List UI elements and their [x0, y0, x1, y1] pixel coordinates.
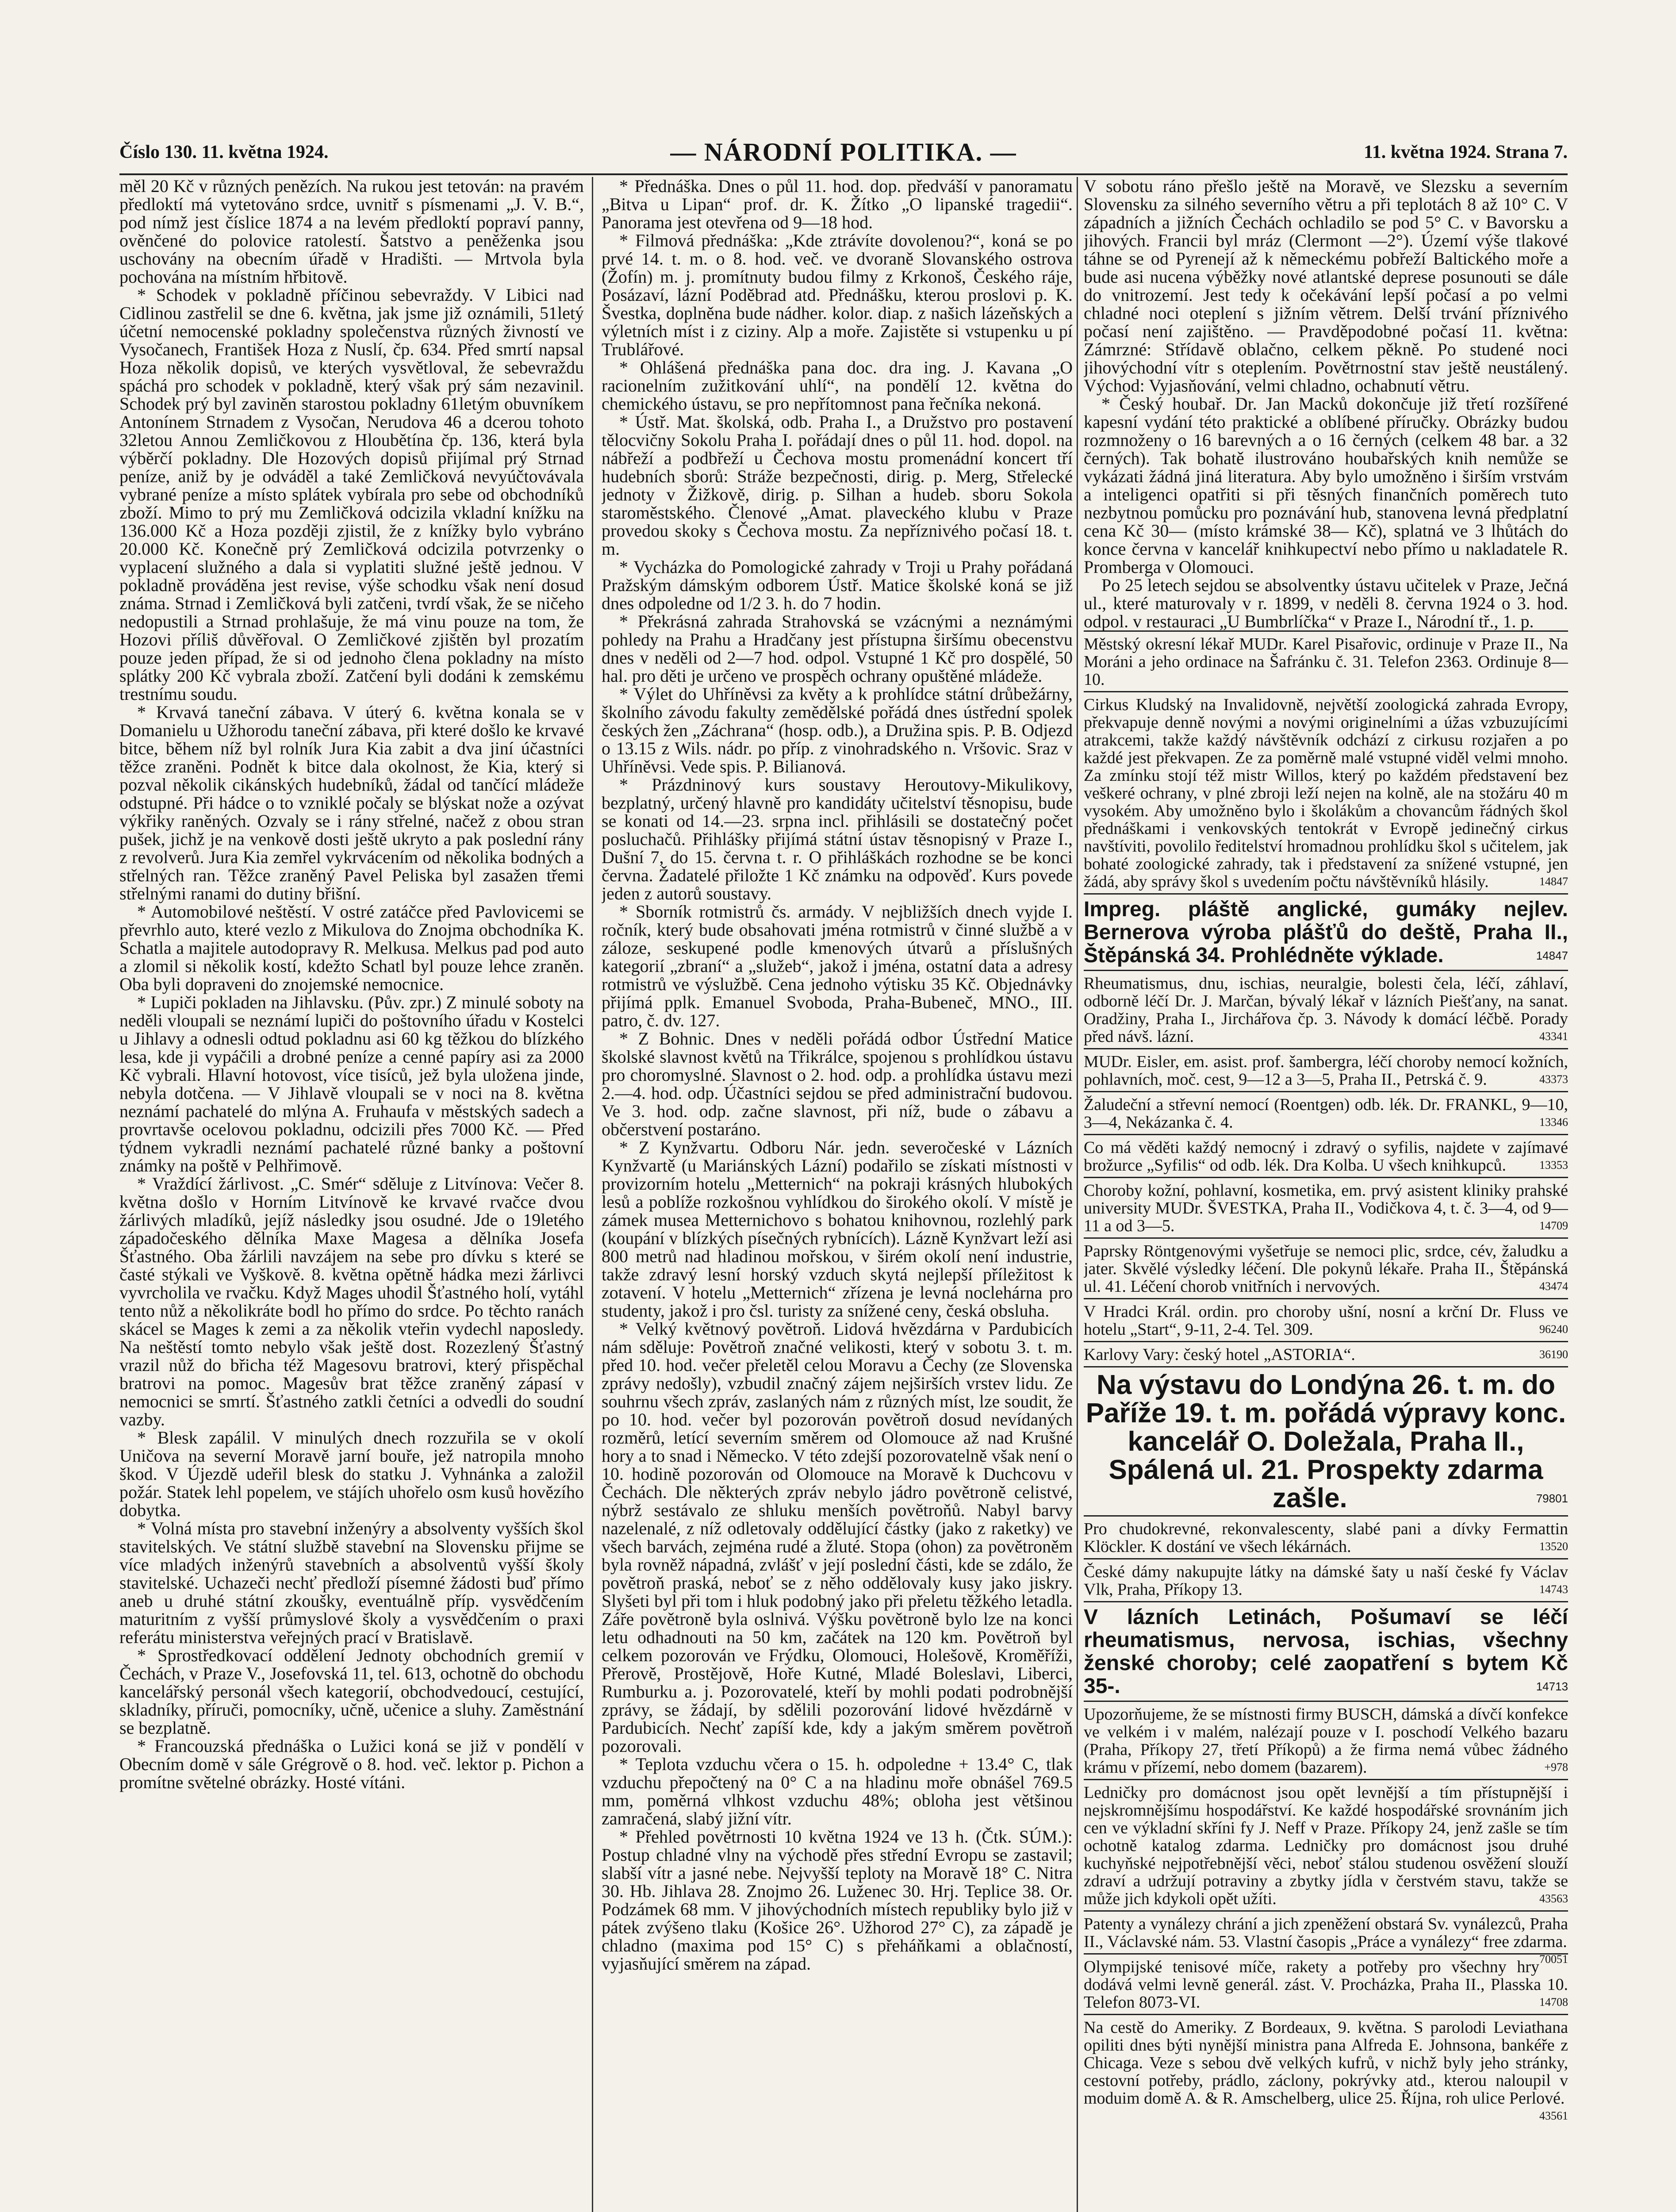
ad-rheumatism: Rheumatismus, dnu, ischias, neuralgie, bolesti čela, léčí, záhlaví, odborně léčí Dr. J. Marčan, bývalý lékař v lázních Piešťany, na sanat. Oradžiny, Praha I., Jirchářova čp. 3. Návody k domácí léčbě. Porady před návš. lázní. 43341 [1084, 970, 1568, 1048]
ad-vaclav-vlk: České dámy nakupujte látky na dámské šaty u naší české fy Václav Vlk, Praha, Příkopy 13. 14743 [1084, 1558, 1568, 1601]
article-paragraph: * Ústř. Mat. školská, odb. Praha I., a Družstvo pro postavení tělocvičny Sokolu Praha I. pořádají dnes o půl 11. hod. dopol. na nábřeží a podbřeží u Čechova mostu promenádní koncert tří hudebních sborů: Stráže bezpečnosti, dirig. p. Merg, Střelecké jednoty v Žižkově, dirig. p. Silhan a hudeb. sboru Sokola staroměstského. Členové „Amat. plaveckého klubu v Praze provedou skoky s Čechova mostu. Za nepříznivého počasí 18. t. m. [602, 412, 1073, 559]
article-paragraph: * Schodek v pokladně příčinou sebevraždy. V Libici nad Cidlinou zastřelil se dne 6. května, jak jsme již oznámili, 51letý účetní nemocenské pokladny společenstva různých živností ve Vysočanech, František Hoza z Nuslí, čp. 634. Před smrtí napsal Hoza několik dopisů, ve kterých vysvětloval, že sebevraždu spáchá pro schodek v pokladně, který však prý sám nezavinil. Schodek prý byl zaviněn starostou pokladny 61letým obuvníkem Antonínem Strnadem z Vysočan, Nerudova 46 a dcerou tohoto 32letou Annou Zemličkovou z Hloubětína čp. 136, která byla výběrčí pokladny. Dle Hozových dopisů přijímal prý Strnad peníze, aniž by je odváděl a také Zemličková nevyúčtovávala vybrané peníze a místo splátek vybírala pro sebe od obchodníků zboží. Mimo to prý mu Zemličková odcizila vkladní knížku na 136.000 Kč a Hoza později zjistil, že z knížky bylo vybráno 20.000 Kč. Konečně prý Zemličková odcizila potvrzenky o vyplacení služného a dala si vyplatiti služné ještě jednou. V pokladně prováděna jest revise, výše schodku však není dosud známa. Strnad i Zemličková byli zatčeni, tvrdí však, že se ničeho nedopustili a Strnad prohlašuje, že má vinu pouze na tom, že Hozovi příliš důvěřoval. O Zemličkové zjištěn byl prozatím pouze jeden případ, že si od jednoho člena pokladny na místo splátky 200 Kč vybrala zboží. Zatčení byli dodáni k zemskému trestnímu soudu. [119, 285, 584, 704]
column-3 [1084, 177, 1568, 2212]
ad-letiny-spa: V lázních Letinách, Pošumaví se léčí rheumatismus, nervosa, ischias, všechny ženské choroby; celé zaopatření s bytem Kč 35-. 14713 [1084, 1601, 1568, 1701]
ad-syfilis-brochure: Co má věděti každý nemocný i zdravý o syfilis, najdete v zajímavé brožurce „Syfilis“ od odb. lék. Dra Kolba. U všech knihkupců. 13353 [1084, 1134, 1568, 1177]
article-paragraph: * Prázdninový kurs soustavy Heroutovy-Mikulikovy, bezplatný, určený hlavně pro kandidáty učitelství těsnopisu, bude se konati od 14.—23. srpna incl. přihlásili se dostatečný počet posluchačů. Přihlášky přijímá státní ústav těsnopisný v Praze I., Dušní 7, do 15. června t. r. O přihláškách rozhodne se be konci června. Žadatelé přiložte 1 Kč známku na odpověď. Kurs povede jeden z autorů soustavy. [602, 775, 1073, 903]
article-paragraph: * Přednáška. Dnes o půl 11. hod. dop. předváší v panoramatu „Bitva u Lipan“ prof. dr. K. Žítko „O lipanské tragedii“. Panorama jest otevřena od 9—18 hod. [602, 177, 1073, 232]
ad-roentgen-rays: Paprsky Röntgenovými vyšetřuje se nemoci plic, srdce, cév, žaludku a jater. Skvělé výsledky léčení. Dle pokynů lékaře. Praha II., Štěpánská ul. 41. Léčení chorob vnitřních i nervových. 43474 [1084, 1237, 1568, 1298]
article-paragraph: * Lupiči pokladen na Jihlavsku. (Pův. zpr.) Z minulé soboty na neděli vloupali se neznámí lupiči do poštovního úřadu v Kostelci u Jihlavy a odnesli odtud pokladnu asi 60 kg těžkou do blízkého lesa, kde ji vypáčili a drobné peníze a cenné papíry asi za 2000 Kč vybrali. Hlavní hotovost, více tisíců, jež byla uložena jinde, nebyla dotčena. — V Jihlavě vloupali se v noci na 8. května neznámí pachatelé do mlýna A. Fruhaufa v městských sadech a provrtavše ocelovou pokladnu, odcizili přes 7000 Kč. — Před týdnem vykradli neznámí pachatelé různé banky a poštovní známky na poště v Pelhřimově. [119, 992, 584, 1175]
article-paragraph: * Sborník rotmistrů čs. armády. V nejbližších dnech vyjde I. ročník, který bude obsahovati jména rotmistrů v činné službě a v záloze, seskupené podle kmenových útvarů a příslušných kategorií „zbraní“ a „služeb“, jakož i jména, ostatní data a adresy rotmistrů ve výslužbě. Cena jednoho výtisku 35 Kč. Objednávky přijímá pplk. Emanuel Svoboda, Praha-Bubeneč, MNO., III. patro, č. dv. 127. [602, 902, 1073, 1030]
article-paragraph: * Vycházka do Pomologické zahrady v Troji u Prahy pořádaná Pražským dámským odborem Ústř. Matice školské koná se již dnes odpoledne od 1/2 3. h. do 7 hodin. [602, 557, 1073, 613]
article-paragraph: * Český houbař. Dr. Jan Macků dokončuje již třetí rozšířené kapesní vydání této praktické a oblíbené příručky. Obrázky budou rozmnoženy o 16 barevných a o 16 černých (celkem 48 bar. a 32 černých). Tak bohatě ilustrováno houbařských knih nemůže se vykázati žádná jiná literatura. Aby bylo umožněno i širším vrstvám a inteligenci opatřiti si při těsných finančních poměrech tuto nezbytnou pomůcku pro poznávání hub, stanovena levná předplatní cena Kč 30— (místo krámské 38— Kč), splatná ve 3 lhůtách do konce června v kancelář knihkupectví nebo přímo u nakladatele R. Promberga v Olomouci. [1084, 394, 1568, 577]
article-paragraph: * Blesk zapálil. V minulých dnech rozzuřila se v okolí Uničova na severní Moravě jarní bouře, jež natropila mnoho škod. V Újezdě udeřil blesk do statku J. Vyhnánka a založil požár. Statek lehl popelem, ve stájích uhořelo osm kusů hovězího dobytka. [119, 1428, 584, 1520]
article-paragraph: * Přehled povětrnosti 10 května 1924 ve 13 h. (Čtk. SÚM.): Postup chladné vlny na východě přes střední Evropu se zastavil; slabší vítr a jasné nebe. Nejvyšší teploty na Moravě 18° C. Nitra 30. Hb. Jihlava 28. Znojmo 26. Luženec 30. Hrj. Teplice 38. Or. Podzámek 68 mm. V jihovýchodních místech republiky bylo již v pátek zvýšeno tlaku (Košice 26°. Užhorod 27° C), za západě je chladno (maxima pod 15° C) s přeháňkami a oblačností, vyjasňující směrem na západ. [602, 1827, 1073, 1974]
article-paragraph: * Filmová přednáška: „Kde ztrávíte dovolenou?“, koná se po prvé 14. t. m. o 8. hod. več. ve dvoraně Slovanského ostrova (Žofín) m. j. promítnuty budou filmy z Krkonoš, Českého ráje, Posázaví, lázní Poděbrad atd. Přednášku, kterou proslovi p. K. Švestka, doplněna bude nádher. kolor. diap. z našich lázeňských a výletních míst i z ciziny. Alp a moře. Zajistěte si vstupenku u pí Trublářové. [602, 230, 1073, 359]
ad-hradec-fluss: V Hradci Král. ordin. pro choroby ušní, nosní a krční Dr. Fluss ve hotelu „Start“, 9-11, 2-4. Tel. 309. 96240 [1084, 1298, 1568, 1341]
ad-mudr-eisler: MUDr. Eisler, em. asist. prof. šambergra, léčí choroby nemocí kožních, pohlavních, moč. cest, 9—12 a 3—5, Praha II., Petrská č. 9. 43373 [1084, 1048, 1568, 1091]
ad-london-paris-trip: Na výstavu do Londýna 26. t. m. do Paříže 19. t. m. pořádá výpravy konc. kancelář O. Doležala, Praha II., Spálená ul. 21. Prospekty zdarma zašle. 79801 [1084, 1366, 1568, 1515]
column-2 [602, 177, 1073, 2212]
masthead-title: — NÁRODNÍ POLITIKA. — [670, 138, 1017, 166]
issue-number-date: Číslo 130. 11. května 1924. [119, 142, 329, 162]
article-paragraph: * Z Bohnic. Dnes v neděli pořádá odbor Ústřední Matice školské slavnost květů na Třikrálce, spojenou s prohlídkou ústavu pro choromyslné. Slavnost o 2. hod. odp. a prohlídka ústavu mezi 2.—4. hod. odp. Účastníci sejdou se před administrační budovou. Ve 3. hod. odp. začne slavnost, při níž, bude o zábavu a občerstvení postaráno. [602, 1029, 1073, 1139]
page-date-number: 11. května 1924. Strana 7. [1364, 142, 1568, 162]
article-paragraph: Po 25 letech sejdou se absolventky ústavu učitelek v Praze, Ječná ul., které maturovaly v r. 1899, v neděli 8. června 1924 o 3. hod. odpol. v restauraci „U Bumbrlíčka“ v Praze I., Národní tř., 1. p. [1084, 575, 1568, 631]
article-paragraph: * Velký květnový povětroň. Lidová hvězdárna v Pardubicích nám sděluje: Povětroň značné velikosti, který v sobotu 3. t. m. před 10. hod. večer přeletěl celou Moravu a Čechy (ze Slovenska zprávy nedošly), vzbudil značný zájem nejširších vrstev lidu. Ze souhrnu všech zpráv, zaslaných nám z různých míst, lze soudit, že po 10. hod. večer byl pozorován povětroň dosud nevídaných rozměrů, letící severním směrem od Olomouce až nad Krušné hory a to snad i Německo. V této zdejší pozorovatelně však není o 10. hodině pozorován od Olomouce na Moravě k Duchcovu v Čechách. Dle některých zpráv nebylo jádro povětroně celistvé, nýbrž sestávalo ze shluku menších povětroňů. Nabyl barvy nazelenalé, z níž odletovaly oddělující částky (jako z raketky) ve všech barvách, zejména rudé a žluté. Stopa (ohon) za povětroněm byla rovněž nápadná, zvlášť v její poslední části, kde se zdálo, že povětroň praská, neboť se z něho oddělovaly kusy jako jiskry. Slyšeti byl při tom i hluk podobný jako při přeletu těžkého letadla. Záře povětroně byla oslnivá. Výšku povětroně bylo lze na konci letu odhadnouti na 50 km, začátek na 120 km. Povětroň byl celkem pozorován ve Frýdku, Olomouci, Holešově, Kroměříži, Přerově, Prostějově, Hoře Kutné, Mladé Boleslavi, Liberci, Rumburku a. j. Pozorovatelé, kteří by mohli podati podrobnější zprávy, se žádají, by sdělili pozorování lidové hvězdárně v Pardubicích. Nechť zapíší kde, kdy a jakým směrem povětroň pozorovali. [602, 1319, 1073, 1756]
ad-refrigerators: Ledničky pro domácnost jsou opět levnější a tím přístupnější i nejskromnějšímu hospodářství. Ke každé hospodářské srovnáním jich cen ve výkladní skříni fy J. Neff v Praze. Příkopy 24, jenž zašle se tím ochotně katalog zdarma. Ledničky pro domácnost jsou druhé kuchyňské nejpotřebnější věci, neboť stálou studenou osvěžení slouží zdraví a udržují potraviny a zbytky jídla v čerstvém stavu, takže se může jich kdykoli opět užíti. 43563 [1084, 1779, 1568, 1910]
article-paragraph: V sobotu ráno přešlo ještě na Moravě, ve Slezsku a severním Slovensku za silného severního větru a při teplotách 8 až 10° C. V západních a jižních Čechách ochladilo se pod 5° C. v Bavorsku a jihových. Francii byl mráz (Clermont —2°). Území výše tlakové táhne se od Pyrenejí až k německému pobřeží Baltického moře a bude asi nucena výběžky nové atlantské deprese posunouti se dále do vnitrozemí. Jest tedy k očekávání lepší počasí a po velmi chladné noci oteplení s jižním větrem. Delší trvání příznivého počasí není zajištěno. — Pravděpodobné počasí 11. května: Zámrzné: Střídavě oblačno, celkem pěkně. Po studené noci jihovýchodní vítr s oteplením. Povětrnostní stav ještě neustálený. Východ: Vyjasňování, velmi chladno, ochabnutí větru. [1084, 177, 1568, 396]
article-paragraph: * Sprostředkovací oddělení Jednoty obchodních gremií v Čechách, v Praze V., Josefovská 11, tel. 613, ochotně do obchodu kancelářský personál všech kategorií, obchodvedoucí, cestující, skladníky, příruči, pomocníky, učně, učenice a sluhy. Zaměstnání se bezplatně. [119, 1645, 584, 1738]
column-1 [119, 177, 584, 2212]
ad-roentgen-frankl: Žaludeční a střevní nemocí (Roentgen) odb. lék. Dr. FRANKL, 9—10, 3—4, Nekázanka č. 4. 13346 [1084, 1091, 1568, 1134]
article-paragraph: * Výlet do Uhříněvsi za květy a k prohlídce státní drůbežárny, školního závodu fakulty zemědělské pořádá dnes ústřední spolek českých žen „Záchrana“ (hosp. odb.), a Družina spis. P. B. Odjezd o 13.15 z Wils. nádr. po příp. z vinohradského n. Vršovic. Sraz v Uhříněvsi. Vede spis. P. Bilianová. [602, 684, 1073, 776]
ad-raincoats: Impreg. pláště anglické, gumáky nejlev. Bernerova výroba plášťů do deště, Praha II., Štěpánská 34. Prohlédněte výklade. 14847 [1084, 893, 1568, 970]
column-divider [592, 177, 593, 2212]
ad-fermattin: Pro chudokrevné, rekonvalescenty, slabé pani a dívky Fermattin Klöckler. K dostání ve všech lékárnách. 13520 [1084, 1515, 1568, 1558]
article-paragraph: * Ohlášená přednáška pana doc. dra ing. J. Kavana „O racionelním zužitkování uhlí“, na pondělí 12. května do chemického ústavu, se pro nepřítomnost pana řečníka nekoná. [602, 357, 1073, 414]
article-paragraph: * Volná místa pro stavební inženýry a absolventy vyšších škol stavitelských. Ve státní službě stavební na Slovensku přijme se více mladých inženýrů stavebních a absolventů vyšší školy stavitelské. Uchazeči nechť předloží písemné žádosti buď přímo aneb u druhé státní zkoušky, eventuálně příp. vysvědčením maturitním z vyšší průmyslové školy a vysvědčením o praxi referátu ministerstva veřejných prací v Bratislavě. [119, 1518, 584, 1647]
ad-skin-diseases: Choroby kožní, pohlavní, kosmetika, em. prvý asistent kliniky prahské university MUDr. ŠVESTKA, Praha II., Vodičkova 4, t. č. 3—4, od 9—11 a od 3—5. 14709 [1084, 1177, 1568, 1237]
article-paragraph: * Překrásná zahrada Strahovská se vzácnými a neznámými pohledy na Prahu a Hradčany jest přístupna širšímu obecenstvu dnes v neděli od 2—7 hod. odpol. Vstupné 1 Kč pro dospělé, 50 hal. pro děti je určeno ve prospěch ochrany opuštěné mládeže. [602, 611, 1073, 686]
ad-tennis-balls: Olympijské tenisové míče, rakety a potřeby pro všechny hry dodává velmi levně generál. zást. V. Procházka, Praha II., Plasska 10. Telefon 8073-VI. 14708 [1084, 1953, 1568, 2014]
article-paragraph: měl 20 Kč v různých penězích. Na rukou jest tetován: na pravém předloktí má vytetováno srdce, uvnitř s písmenami „J. V. B.“, pod nímž jest číslice 1874 a na levém předloktí popraví panny, ověnčené do polovice ratolestí. Šatstvo a peněženka jsou uschovány na obecním úřadě v Hradišti. — Mrtvola byla pochována na místním hřbitově. [119, 177, 584, 287]
article-paragraph: * Vraždící žárlivost. „C. Smér“ sděluje z Litvínova: Večer 8. května došlo v Horním Litvínově ke krvavé rvačce dvou žárlivých mladíků, jejíž následky jsou osudné. Jde o 19letého západočeského dělníka Maxe Magesa a dělníka Josefa Šťastného. Oba žárlili navzájem na sebe pro dívku s které se časté stýkali ve Vyškově. 8. května opětně hádka mezi žárlivci vyvrcholila ve rvačku. Když Mages uhodil Šťastného holí, vytáhl tento nůž a několikráte bodl ho přímo do srdce. Po těchto ranách skácel se Mages k zemi a za několik vteřin vydechl naposledy. Na neštěstí tomto nebylo však ještě dost. Rozezlený Šťastný vrazil nůž do břicha též Magesovu bratrovi, který přispěchal bratrovi na pomoc. Magesův brat těžce zraněný zápasí v nemocnici se smrtí. Šťastného zatkli četníci a odvedli do soudní vazby. [119, 1174, 584, 1429]
column-divider [1077, 177, 1078, 2212]
article-paragraph: * Automobilové neštěstí. V ostré zatáčce před Pavlovicemi se převrhlo auto, které vezlo z Mikulova do Znojma obchodníka K. Schatla a majitele autodopravy R. Melkusa. Melkus pad pod auto a zlomil si několik kostí, kdežto Schatl byl pouze lehce zraněn. Oba byli dopraveni do znojemské nemocnice. [119, 902, 584, 994]
ad-hotel-astoria: Karlovy Vary: český hotel „ASTORIA“. 36190 [1084, 1341, 1568, 1366]
article-paragraph: * Krvavá taneční zábava. V úterý 6. května konala se v Domanielu u Užhorodu taneční zábava, při které došlo ke krvavé bitce, během níž byl rolník Jura Kia zabit a dva jiní účastníci těžce zraněni. Podnět k bitce dala okolnost, že Kia, který si pozval několik cikánských hudebníků, žádal od tančící mládeže odstupné. Při hádce o to vzniklé počaly se blýskat nože a ozývat výkřiky raněných. Ozvaly se i rány střelné, načež z obou stran pušek, jichž je na venkově dosti ještě ukryto a pak poslední rány z revolverů. Jura Kia zemřel vykrvácením od několika bodných a střelných ran. Těžce zraněný Pavel Peliska byl zasažen třemi střelnými ranami do dutiny břišní. [119, 702, 584, 903]
ad-patents: Patenty a vynálezy chrání a jich zpeněžení obstará Sv. vynálezců, Praha II., Václavské nám. 53. Vlastní časopis „Práce a vynálezy“ free zdarma. 70051 [1084, 1910, 1568, 1953]
article-america-trip: Na cestě do Ameriky. Z Bordeaux, 9. května. S parolodi Leviathana opiliti dnes býti nynější ministra pana Alfreda E. Johnsona, bankéře z Chicaga. Veze s sebou dvě velkých kufrů, v nichž byly jeho stránky, cestovní potřeby, prádlo, záclony, pokrývky atd., kterou naloupil v moduim domě A. & R. Amschelberg, ulice 25. Října, roh ulice Perlové. 43561 [1084, 2014, 1568, 2110]
ad-circus-kludsky: Cirkus Kludský na Invalidovně, největší zoologická zahrada Evropy, překvapuje denně novými a novými originelními a úžas vzbuzujícími atrakcemi, takže každý návštěvník odchází z cirkusu rozjařen a po každé jest překvapen. Ze za poměrně malé vstupné viděl velmi mnoho. Za zmínku stojí též mistr Willos, který po každém představení bez veškeré ochrany, v plné zbroji leží nejen na kolně, ale na stožáru 40 m vysokém. Aby umožněno bylo i školákům a chovancům řádných škol přednáškami i venkovských tentokrát v Evropě jedinečný cirkus navštíviti, povolilo ředitelství hromadnou prohlídku škol s učitelem, jak bohaté zoologické zahrady, tak i představení za snížené vstupné, jen žádá, aby správy škol s uvedením počtu návštěvníků hlásily. 14847 [1084, 691, 1568, 893]
ad-doctor-pisarovic: Městský okresní lékař MUDr. Karel Pisařovic, ordinuje v Praze II., Na Moráni a jeho ordinace na Šafránku č. 31. Telefon 2363. Ordinuje 8—10. [1084, 630, 1568, 691]
article-paragraph: * Teplota vzduchu včera o 15. h. odpoledne + 13.4° C, tlak vzduchu přepočtený na 0° C a na hladinu moře obnášel 769.5 mm, poměrná vlhkost vzduchu 48%; obloha jest většinou zamračená, slabý jižní vítr. [602, 1754, 1073, 1828]
page-header [119, 137, 1568, 173]
ad-busch: Upozorňujeme, že se místnosti firmy BUSCH, dámská a dívčí konfekce ve velkém i v malém, nalézají pouze v I. poschodí Velkého bazaru (Praha, Příkopy 27, třetí Příkopů) a že firma nemá vůbec žádného krámu v přízemí, nebo domem (bazarem). +978 [1084, 1701, 1568, 1779]
article-paragraph: * Francouzská přednáška o Lužici koná se již v pondělí v Obecním domě v sále Grégrově o 8. hod. več. lektor p. Pichon a promítne světelné obrázky. Hosté vítáni. [119, 1736, 584, 1792]
header-rule [119, 173, 1568, 175]
article-paragraph: * Z Kynžvartu. Odboru Nár. jedn. severočeské v Lázních Kynžvartě (u Mariánských Lázní) podařilo se získati místnosti v provizorním hotelu „Metternich“ na pokraji krásných hlubokých lesů a poblíže rozkošnou vyhlídkou do širokého okolí. V místě je zámek musea Metternichovo s bohatou knihovnou, rozlehlý park (koupání v blízkých písečných rybnících). Lázně Kynžvart leží asi 800 metrů nad hladinou mořskou, v širém okolí není industrie, takže zdravý lesní horský vzduch skytá nejlepší příležitost k zotavení. V hotelu „Metternich“ zřízena je levná noclehárna pro studenty, jakož i pro čsl. turisty za snížené ceny, česká obsluha. [602, 1137, 1073, 1321]
